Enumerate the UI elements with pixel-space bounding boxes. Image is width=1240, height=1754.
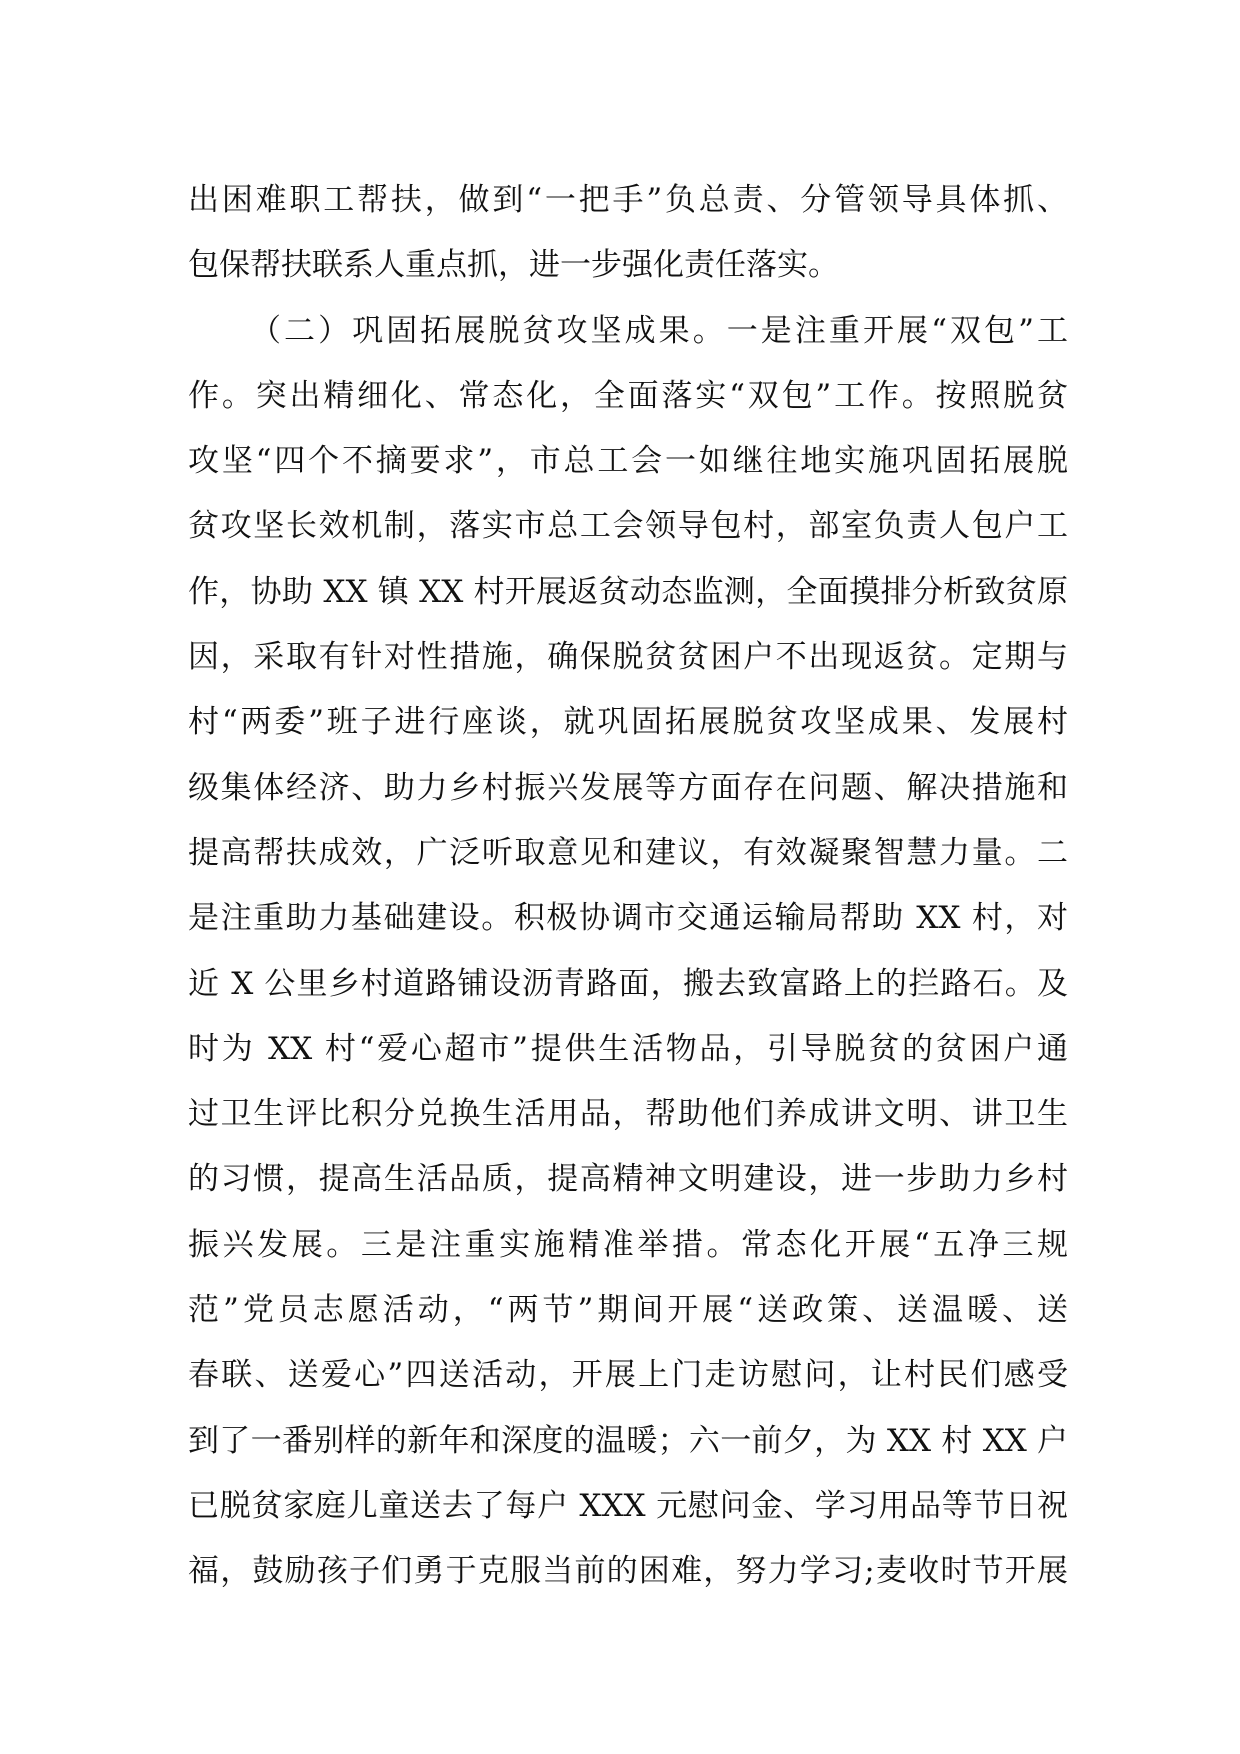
text-line: 贫攻坚长效机制，落实市总工会领导包村，部室负责人包户工 xyxy=(188,508,1068,545)
section-heading-line: （二）巩固拓展脱贫攻坚成果。一是注重开展“双包”工 xyxy=(250,312,1068,349)
text-line: 过卫生评比积分兑换生活用品，帮助他们养成讲文明、讲卫生 xyxy=(188,1096,1068,1133)
text-line: 作。突出精细化、常态化，全面落实“双包”工作。按照脱贫 xyxy=(188,377,1068,414)
text-line: 春联、送爱心”四送活动，开展上门走访慰问，让村民们感受 xyxy=(188,1357,1068,1394)
text-line: 时为 XX 村“爱心超市”提供生活物品，引导脱贫的贫困户通 xyxy=(188,1030,1068,1067)
text-line: 振兴发展。三是注重实施精准举措。常态化开展“五净三规 xyxy=(188,1226,1068,1263)
text-line: 提高帮扶成效，广泛听取意见和建议，有效凝聚智慧力量。二 xyxy=(188,834,1068,871)
text-line: 福，鼓励孩子们勇于克服当前的困难，努力学习;麦收时节开展 xyxy=(188,1553,1068,1590)
text-line: 的习惯，提高生活品质，提高精神文明建设，进一步助力乡村 xyxy=(188,1161,1068,1198)
body-text xyxy=(188,168,1068,1605)
text-line: 已脱贫家庭儿童送去了每户 XXX 元慰问金、学习用品等节日祝 xyxy=(188,1487,1068,1524)
text-line: 级集体经济、助力乡村振兴发展等方面存在问题、解决措施和 xyxy=(188,769,1068,806)
text-line: 村“两委”班子进行座谈，就巩固拓展脱贫攻坚成果、发展村 xyxy=(188,704,1068,741)
text-line: 范”党员志愿活动，“两节”期间开展“送政策、送温暖、送 xyxy=(188,1292,1068,1329)
text-line: 到了一番别样的新年和深度的温暖；六一前夕，为 XX 村 XX 户 xyxy=(188,1422,1068,1459)
text-line: 攻坚“四个不摘要求”，市总工会一如继往地实施巩固拓展脱 xyxy=(188,443,1068,480)
text-line: 因，采取有针对性措施，确保脱贫贫困户不出现返贫。定期与 xyxy=(188,639,1068,676)
text-line: 是注重助力基础建设。积极协调市交通运输局帮助 XX 村，对 xyxy=(188,900,1068,937)
text-line: 作，协助 XX 镇 XX 村开展返贫动态监测，全面摸排分析致贫原 xyxy=(188,573,1068,610)
text-line: 近 X 公里乡村道路铺设沥青路面，搬去致富路上的拦路石。及 xyxy=(188,965,1068,1002)
text-line: 包保帮扶联系人重点抓，进一步强化责任落实。 xyxy=(188,247,839,284)
text-line: 出困难职工帮扶，做到“一把手”负总责、分管领导具体抓、 xyxy=(188,182,1068,218)
